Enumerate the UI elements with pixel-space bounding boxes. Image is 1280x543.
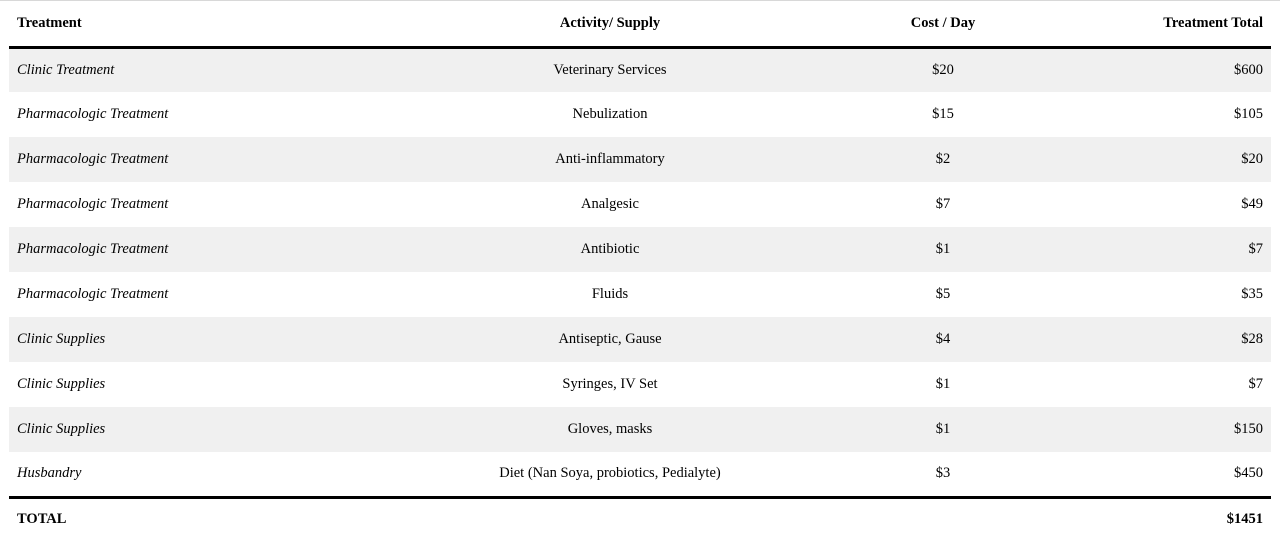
cell-total: $49 — [1241, 196, 1263, 212]
header-activity-supply: Activity/ Supply — [369, 1, 851, 47]
table-row — [9, 362, 1271, 407]
cell-total: $35 — [1241, 286, 1263, 302]
total-empty-cell — [369, 497, 851, 541]
cell-cost-day: $2 — [935, 151, 951, 167]
table-footer — [9, 497, 1271, 541]
cell-cost-day: $1 — [935, 241, 951, 257]
cell-cost-day: $15 — [932, 106, 954, 122]
cell-activity: Anti-inflammatory — [555, 151, 665, 167]
cell-treatment: Husbandry — [9, 452, 369, 497]
cell-activity: Gloves, masks — [567, 421, 653, 437]
cell-treatment: Pharmacologic Treatment — [17, 196, 169, 212]
cell-cost-day: $5 — [935, 286, 951, 302]
cell-treatment: Pharmacologic Treatment — [17, 286, 169, 302]
cell-activity: Antiseptic, Gause — [558, 331, 662, 347]
header-treatment: Treatment — [9, 1, 369, 47]
header-cost-per-day: Cost / Day — [851, 1, 1035, 47]
total-row — [9, 497, 1271, 541]
table-row — [9, 317, 1271, 362]
treatment-cost-table — [9, 1, 1271, 541]
cell-cost-day: $7 — [935, 196, 951, 212]
table-row — [9, 137, 1271, 182]
cell-total: $600 — [1234, 61, 1263, 78]
cell-total: $450 — [1035, 452, 1271, 497]
cell-total: $7 — [1248, 241, 1263, 257]
cell-activity: Fluids — [591, 286, 629, 302]
cell-activity: Veterinary Services — [553, 61, 667, 78]
table-row — [9, 452, 1271, 497]
cell-cost-day: $1 — [935, 376, 951, 392]
cell-total: $150 — [1234, 421, 1263, 437]
table-row — [9, 92, 1271, 137]
cell-treatment: Clinic Treatment — [17, 61, 115, 78]
table-row — [9, 182, 1271, 227]
cell-treatment: Clinic Supplies — [17, 376, 106, 392]
cell-activity: Antibiotic — [580, 241, 640, 257]
cell-treatment: Pharmacologic Treatment — [17, 241, 169, 257]
table-row — [9, 407, 1271, 452]
grand-total-value: $1451 — [1226, 511, 1263, 528]
total-label: TOTAL — [17, 511, 67, 528]
cell-activity: Diet (Nan Soya, probiotics, Pedialyte) — [369, 452, 851, 497]
cell-total: $20 — [1241, 151, 1263, 167]
cell-total: $7 — [1248, 376, 1263, 392]
cell-treatment: Clinic Supplies — [17, 331, 106, 347]
table-header — [9, 1, 1271, 47]
cell-treatment: Clinic Supplies — [17, 421, 106, 437]
header-treatment-total: Treatment Total — [1035, 1, 1271, 47]
cell-cost-day: $3 — [851, 452, 1035, 497]
cell-activity: Syringes, IV Set — [562, 376, 658, 392]
cell-treatment: Pharmacologic Treatment — [17, 106, 169, 122]
total-empty-cell — [851, 497, 1035, 541]
cell-total: $105 — [1234, 106, 1263, 122]
header-row — [9, 1, 1271, 47]
cell-cost-day: $20 — [932, 61, 954, 78]
cell-total: $28 — [1241, 331, 1263, 347]
table-row — [9, 272, 1271, 317]
table-row — [9, 47, 1271, 92]
cell-cost-day: $4 — [935, 331, 951, 347]
table-body — [9, 47, 1271, 497]
cell-treatment: Pharmacologic Treatment — [17, 151, 169, 167]
table-row — [9, 227, 1271, 272]
cell-cost-day: $1 — [935, 421, 951, 437]
cell-activity: Nebulization — [572, 106, 648, 122]
cell-activity: Analgesic — [581, 196, 639, 212]
